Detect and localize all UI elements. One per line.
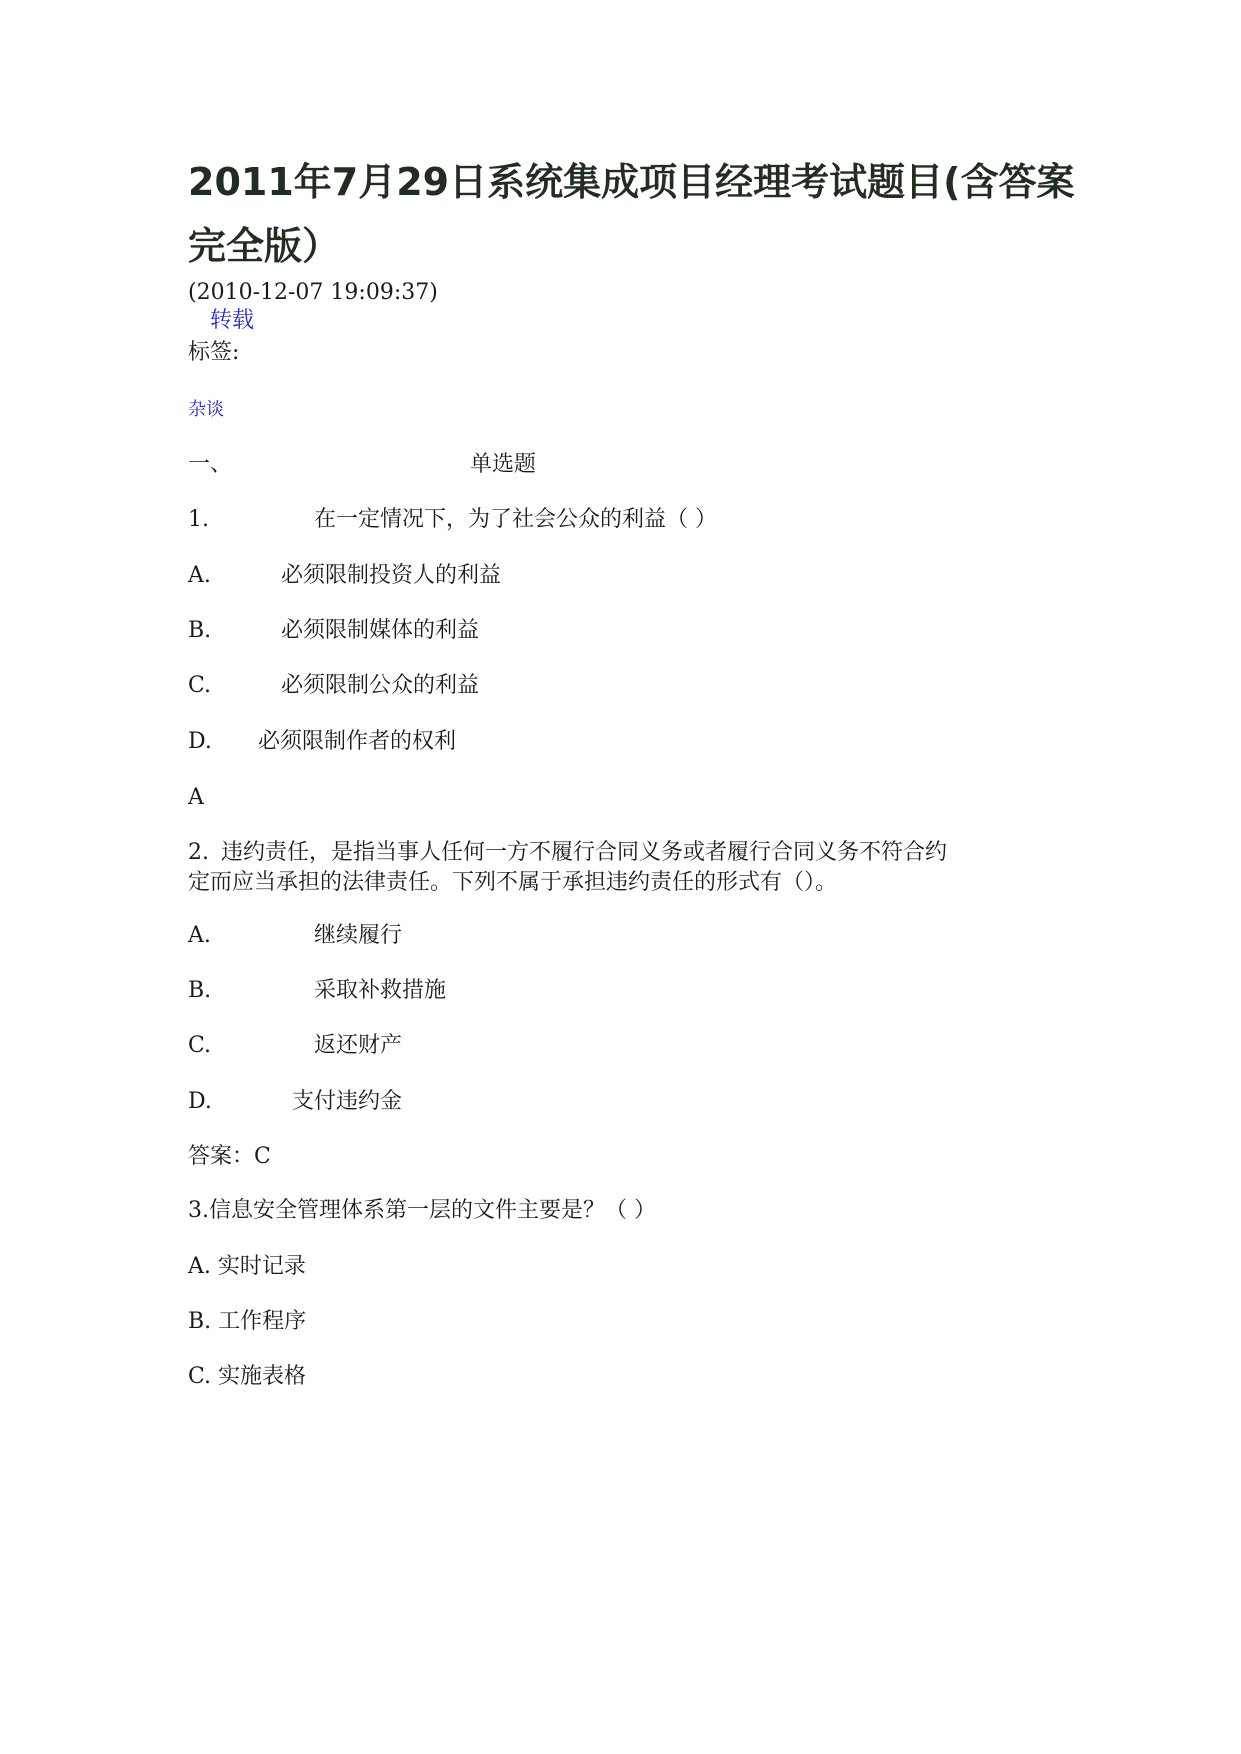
q2-option-c-text: 返还财产 (314, 1033, 403, 1058)
q1-option-a-text: 必须限制投资人的利益 (281, 563, 502, 588)
article-title: 2011年7月29日系统集成项目经理考试题目(含答案完全版） (188, 160, 1075, 268)
q2-option-a-letter: A. (188, 923, 211, 948)
q2-option-a-text: 继续履行 (314, 923, 403, 948)
question-2-number: 2. (188, 840, 209, 865)
q2-option-d-text: 支付违约金 (292, 1089, 403, 1114)
q2-option-d-letter: D. (188, 1089, 212, 1114)
q1-option-b-text: 必须限制媒体的利益 (281, 618, 480, 643)
q3-option-b: B. 工作程序 (188, 1309, 307, 1334)
q1-answer: A (188, 785, 204, 810)
question-1-stem: 在一定情况下，为了社会公众的利益（ ） (314, 507, 717, 532)
question-1-number: 1. (188, 507, 209, 532)
repost-link[interactable]: 转载 (210, 308, 255, 333)
q2-option-c-letter: C. (188, 1033, 212, 1058)
question-2-stem-line2: 定而应当承担的法律责任。下列不属于承担违约责任的形式有（）。 (188, 870, 838, 895)
q1-option-c-letter: C. (188, 673, 212, 698)
q1-option-b-letter: B. (188, 618, 212, 643)
question-2-stem-line1: 违约责任，是指当事人任何一方不履行合同义务或者履行合同义务不符合约 (221, 840, 948, 865)
tags-label: 标签: (188, 340, 240, 365)
q2-option-b-letter: B. (188, 978, 212, 1003)
q2-option-b-text: 采取补救措施 (314, 978, 447, 1003)
q2-answer: 答案：C (188, 1144, 271, 1169)
q3-option-a: A. 实时记录 (188, 1254, 306, 1279)
question-3-stem: 3.信息安全管理体系第一层的文件主要是？（ ） (188, 1198, 656, 1223)
section-number: 一、 (188, 452, 233, 477)
q1-option-a-letter: A. (188, 563, 211, 588)
article-date: (2010-12-07 19:09:37) (188, 280, 438, 305)
q1-option-d-text: 必须限制作者的权利 (258, 729, 457, 754)
tag-link-zatan[interactable]: 杂谈 (188, 399, 224, 420)
section-heading: 单选题 (470, 452, 537, 477)
q1-option-d-letter: D. (188, 729, 212, 754)
q3-option-c: C. 实施表格 (188, 1364, 307, 1389)
q1-option-c-text: 必须限制公众的利益 (281, 673, 480, 698)
